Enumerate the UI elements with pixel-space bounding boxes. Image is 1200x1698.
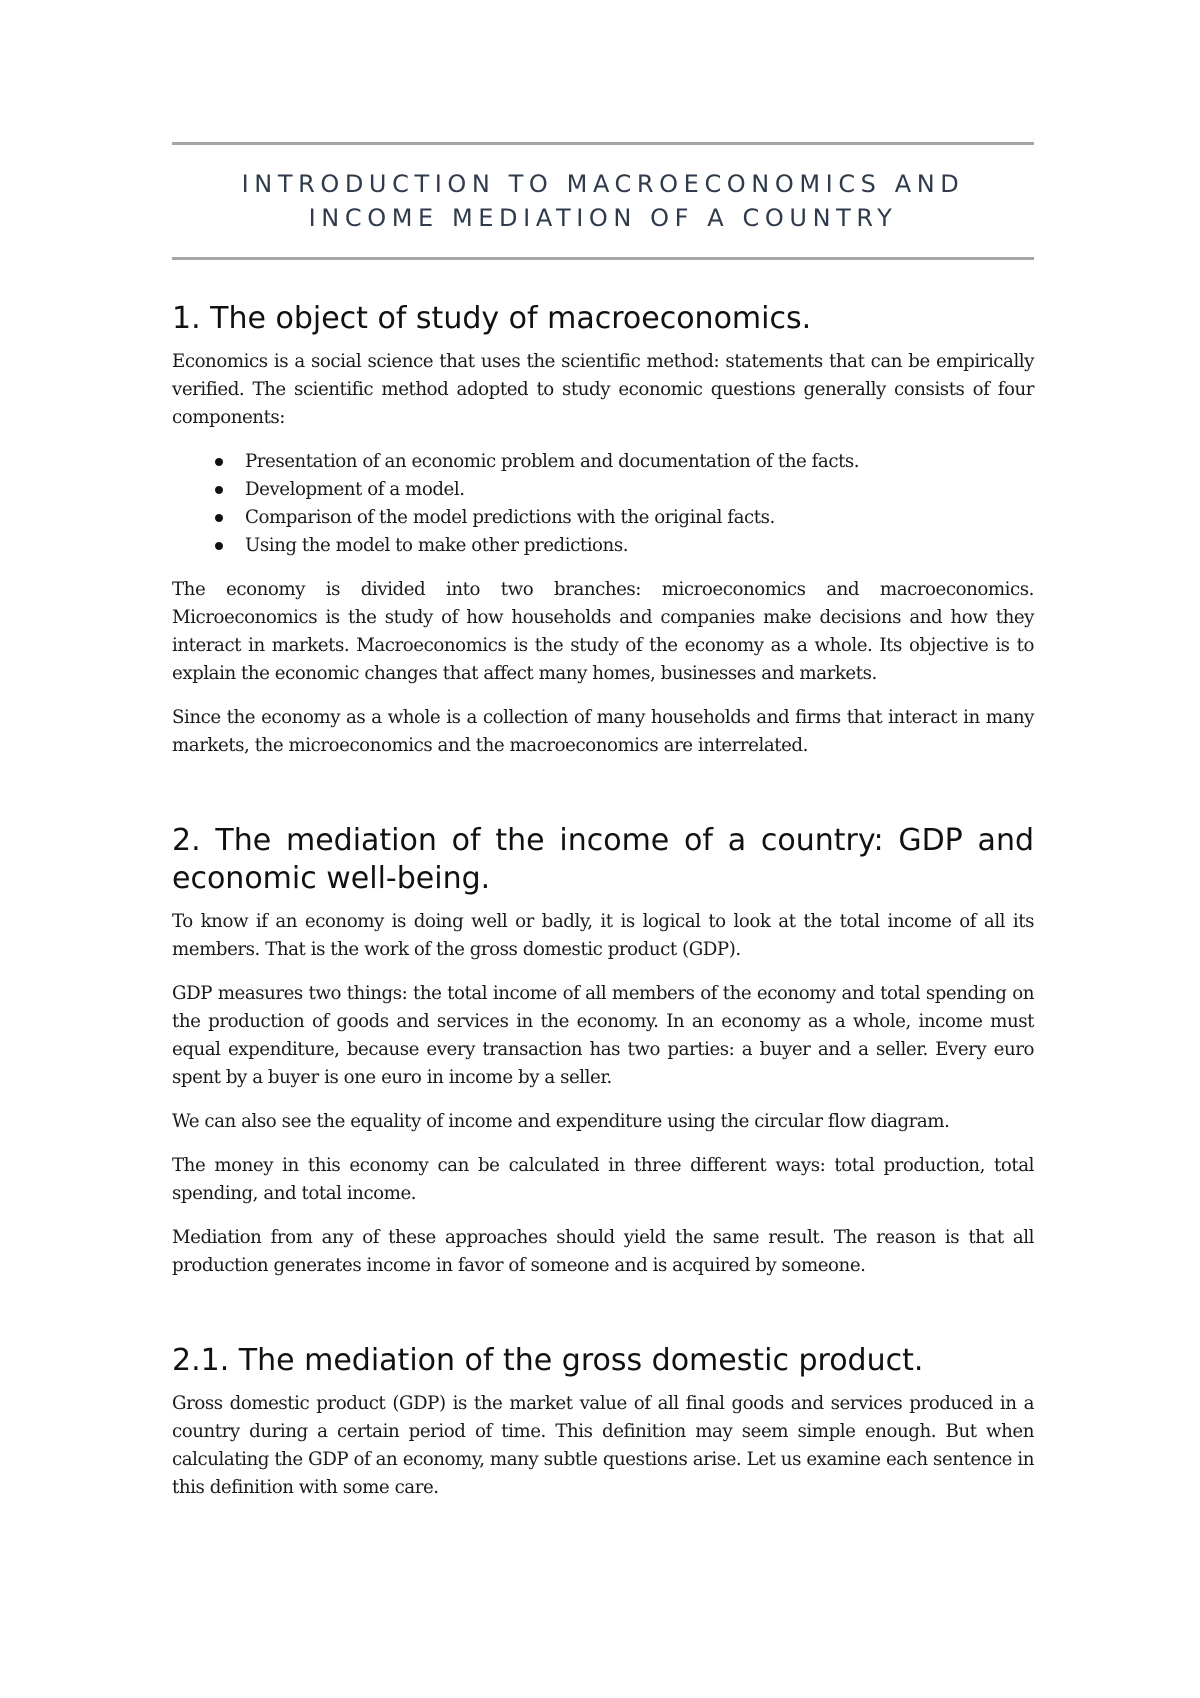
list-item [172, 532, 1034, 560]
title-bottom-rule [172, 257, 1034, 260]
bullet-icon [215, 486, 223, 494]
section-2-paragraph-2: GDP measures two things: the total income of all members of the economy and total spending on the production of goods and services in the economy. In an economy as a whole, income must equal expenditure, because every transaction has two parties: a buyer and a seller. Every euro spent by a buyer is one euro in income by a seller. [172, 983, 1034, 1088]
list-item-text: Development of a model. [245, 479, 465, 500]
section-1-paragraph-2: The economy is divided into two branches: microeconomics and macroeconomics. Microeconomics is the study of how households and companies make decisions and how they interact in markets. Macroeconomics is the study of the economy as a whole. Its objective is to explain the economic changes that affect many homes, businesses and markets. [172, 579, 1034, 684]
bullet-icon [215, 458, 223, 466]
section-2-paragraph-1: To know if an economy is doing well or badly, it is logical to look at the total income of all its members. That is the work of the gross domestic product (GDP). [172, 911, 1034, 960]
list-item-text: Comparison of the model predictions with the original facts. [245, 507, 775, 528]
list-item [172, 448, 1034, 476]
bullet-icon [215, 514, 223, 522]
list-item-text: Using the model to make other predictions. [245, 535, 629, 556]
section-2-paragraph-3: We can also see the equality of income and expenditure using the circular flow diagram. [172, 1111, 950, 1132]
title-line-1: INTRODUCTION TO MACROECONOMICS AND [241, 170, 965, 198]
list-item [172, 476, 1034, 504]
list-item-text: Presentation of an economic problem and documentation of the facts. [245, 451, 860, 472]
list-item [172, 504, 1034, 532]
section-2-heading: 2. The mediation of the income of a country: GDP and economic well-being. [172, 823, 1034, 896]
section-1-paragraph-1: Economics is a social science that uses the scientific method: statements that can be empirically verified. The scientific method adopted to study economic questions generally consists of four components: [172, 351, 1034, 428]
bullet-icon [215, 542, 223, 550]
section-2-paragraph-5: Mediation from any of these approaches should yield the same result. The reason is that all production generates income in favor of someone and is acquired by someone. [172, 1227, 1034, 1276]
section-2-1-paragraph-1: Gross domestic product (GDP) is the market value of all final goods and services produced in a country during a certain period of time. This definition may seem simple enough. But when calculating the GDP of an economy, many subtle questions arise. Let us examine each sentence in this definition with some care. [172, 1393, 1034, 1498]
title-line-2: INCOME MEDIATION OF A COUNTRY [308, 204, 898, 232]
section-2-1-heading: 2.1. The mediation of the gross domestic product. [172, 1343, 924, 1378]
section-2-paragraph-4: The money in this economy can be calculated in three different ways: total production, total spending, and total income. [172, 1155, 1034, 1204]
section-1-bullet-list [172, 448, 1034, 560]
section-1-paragraph-3: Since the economy as a whole is a collection of many households and firms that interact in many markets, the microeconomics and the macroeconomics are interrelated. [172, 707, 1034, 756]
document-page [172, 142, 1034, 1502]
section-1-heading: 1. The object of study of macroeconomics. [172, 301, 812, 336]
document-title [172, 145, 1034, 257]
